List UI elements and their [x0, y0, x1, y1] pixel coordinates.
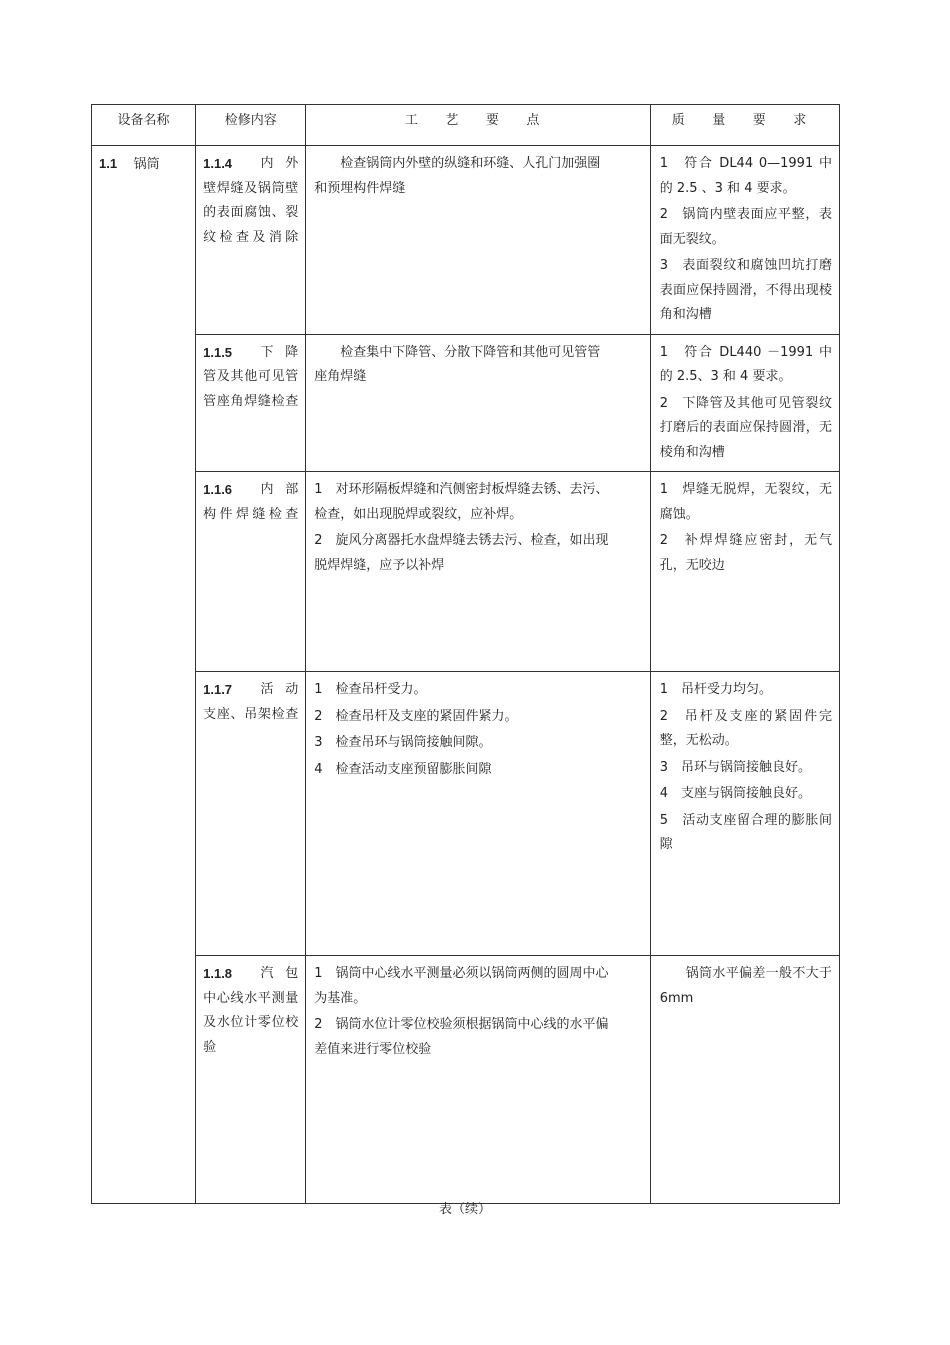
equipment-name: 锅筒 — [133, 157, 160, 172]
quality-cell — [650, 472, 839, 672]
quality-cell — [650, 672, 839, 956]
header-process: 工 艺 要 点 — [306, 105, 650, 146]
process-item: 2 锅筒水位计零位校验须根据锅筒中心线的水平偏差值来进行零位校验 — [314, 1017, 609, 1057]
table-row — [92, 334, 840, 472]
item-title: 构件焊缝检查 — [203, 506, 299, 522]
quality-item: 1 符合 DL44 0—1991 中的 2.5 、3 和 4 要求。 — [659, 156, 832, 196]
quality-item: 5 活动支座留合理的膨胀间隙 — [659, 812, 832, 852]
item-title-start: 内外 — [260, 156, 310, 171]
quality-item: 2 下降管及其他可见管裂纹打磨后的表面应保持圆滑，无棱角和沟槽 — [659, 395, 832, 460]
process-cell — [306, 672, 650, 956]
item-title: 支座、吊架检查 — [203, 706, 299, 722]
quality-item: 1 符合 DL440 －1991 中的 2.5、3 和 4 要求。 — [659, 344, 832, 384]
quality-cell — [650, 334, 839, 472]
item-number: 1.1.7 — [203, 682, 233, 697]
item-title-start: 活动 — [260, 682, 310, 697]
item-title-start: 下降 — [260, 344, 310, 360]
header-quality: 质 量 要 求 — [650, 105, 839, 146]
quality-item: 2 吊杆及支座的紧固件完整，无松动。 — [659, 708, 832, 748]
quality-item: 3 表面裂纹和腐蚀凹坑打磨表面应保持圆滑，不得出现棱角和沟槽 — [659, 258, 832, 322]
item-number: 1.1.8 — [203, 966, 233, 981]
process-item: 4 检查活动支座预留膨胀间隙 — [314, 761, 492, 777]
quality-item: 4 支座与锅筒接触良好。 — [659, 786, 811, 801]
item-number: 1.1.4 — [203, 156, 233, 171]
table-row — [92, 956, 840, 1204]
item-title-start: 汽包 — [260, 966, 310, 981]
process-item: 2 检查吊杆及支座的紧固件紧力。 — [314, 708, 518, 724]
process-item: 检查集中下降管、分散下降管和其他可见管管座角焊缝 — [314, 344, 601, 384]
quality-item: 锅筒水平偏差一般不大于 6mm — [659, 966, 832, 1006]
quality-item: 3 吊环与锅筒接触良好。 — [659, 759, 811, 775]
table-row — [92, 672, 840, 956]
content-cell — [196, 146, 310, 335]
quality-cell — [650, 146, 839, 335]
quality-cell — [650, 956, 839, 1204]
header-equipment: 设备名称 — [92, 105, 196, 146]
content-cell — [196, 672, 310, 956]
process-item: 1 锅筒中心线水平测量必须以锅筒两侧的圆周中心为基准。 — [314, 966, 609, 1006]
equipment-cell — [92, 146, 196, 1204]
quality-item: 2 补焊焊缝应密封，无气孔，无咬边 — [659, 533, 832, 573]
quality-item: 1 焊缝无脱焊，无裂纹，无腐蚀。 — [659, 482, 832, 522]
item-number: 1.1.6 — [203, 482, 233, 497]
item-title: 管及其他可见管管座角焊缝检查 — [203, 369, 299, 409]
item-title: 中心线水平测量及水位计零位校验 — [203, 990, 299, 1055]
content-cell — [196, 956, 310, 1204]
process-cell — [306, 146, 650, 335]
process-item: 2 旋风分离器托水盘焊缝去锈去污、检查，如出现脱焊焊缝，应予以补焊 — [314, 533, 609, 573]
process-item: 检查锅筒内外壁的纵缝和环缝、人孔门加强圈和预埋构件焊缝 — [314, 156, 601, 196]
content-cell — [196, 472, 310, 672]
maintenance-table — [91, 104, 840, 1204]
table-row — [92, 146, 840, 335]
header-content: 检修内容 — [196, 105, 306, 146]
process-cell — [306, 472, 650, 672]
process-item: 3 检查吊环与锅筒接触间隙。 — [314, 735, 492, 750]
table-caption: 表（续） — [438, 1202, 491, 1217]
content-cell — [196, 334, 310, 472]
table-row — [92, 472, 840, 672]
process-item: 1 检查吊杆受力。 — [314, 682, 427, 697]
quality-item: 2 锅筒内壁表面应平整，表面无裂纹。 — [659, 207, 832, 247]
header-row — [92, 105, 840, 146]
item-number: 1.1.5 — [203, 344, 233, 360]
quality-item: 1 吊杆受力均匀。 — [659, 682, 772, 697]
equipment-number: 1.1 — [99, 156, 118, 171]
item-title-start: 内部 — [260, 482, 310, 497]
process-cell — [306, 334, 650, 472]
item-title: 壁焊缝及锅筒壁的表面腐蚀、裂纹检查及消除 — [203, 180, 299, 245]
process-cell — [306, 956, 650, 1204]
process-item: 1 对环形隔板焊缝和汽侧密封板焊缝去锈、去污、检查，如出现脱焊或裂纹，应补焊。 — [314, 482, 609, 522]
